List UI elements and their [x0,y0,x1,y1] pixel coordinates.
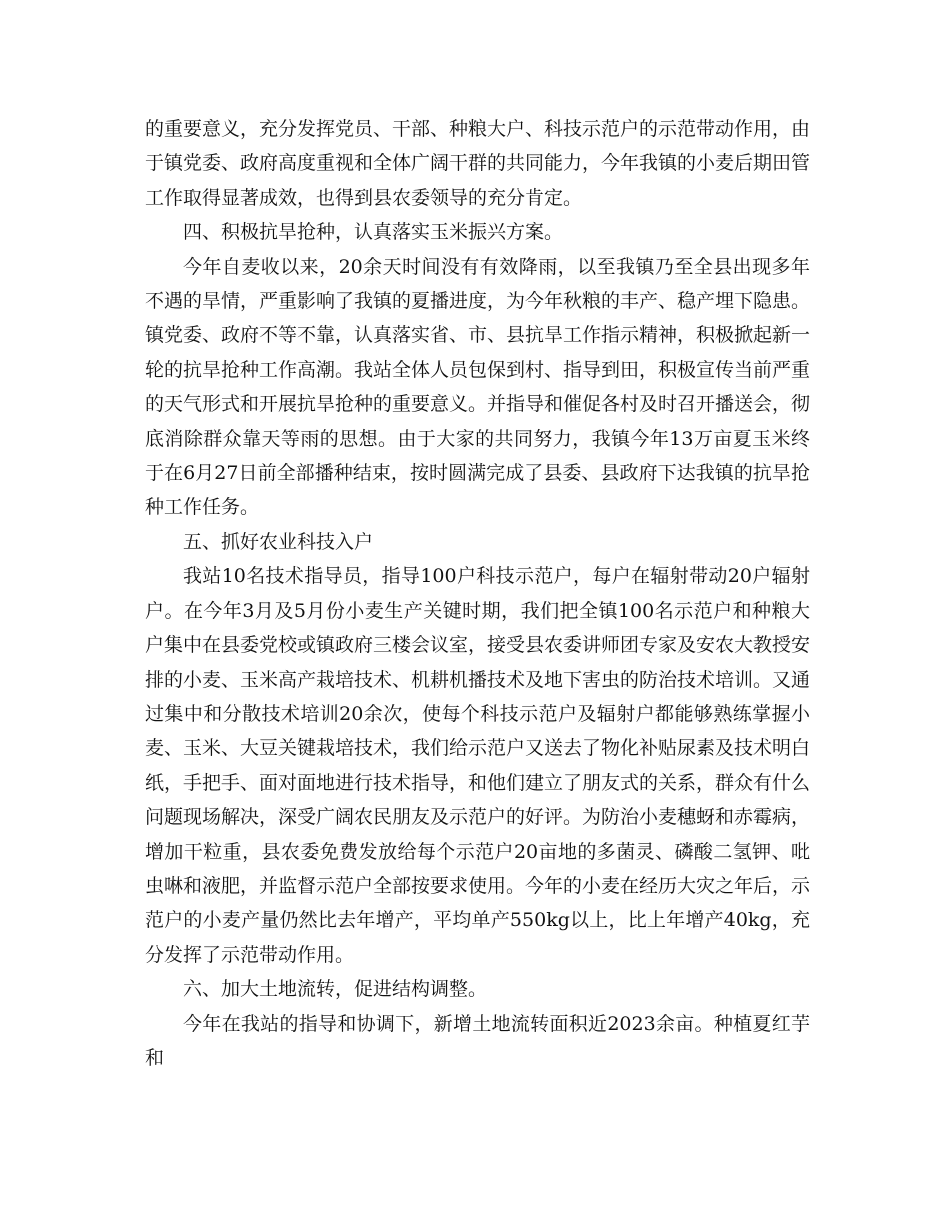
paragraph-drought: 今年自麦收以来，20余天时间没有有效降雨，以至我镇乃至全县出现多年不遇的旱情，严重影响了我镇的夏播进度，为今年秋粮的丰产、稳产埋下隐患。镇党委、政府不等不靠，认真落实省、市、县抗旱工作指示精神，积极掀起新一轮的抗旱抢种工作高潮。我站全体人员包保到村、指导到田，积极宣传当前严重的天气形式和开展抗旱抢种的重要意义。并指导和催促各村及时召开播送会，彻底消除群众靠天等雨的思想。由于大家的共同努力，我镇今年13万亩夏玉米终于在6月27日前全部播种结束，按时圆满完成了县委、县政府下达我镇的抗旱抢种工作任务。 [145,255,811,519]
paragraph-tech-extension: 我站10名技术指导员，指导100户科技示范户，每户在辐射带动20户辐射户。在今年3月及5月份小麦生产关键时期，我们把全镇100名示范户和种粮大户集中在县委党校或镇政府三楼会议室，接受县农委讲师团专家及安农大教授安排的小麦、玉米高产栽培技术、机耕机播技术及地下害虫的防治技术培训。又通过集中和分散技术培训20余次，使每个科技示范户及辐射户都能够熟练掌握小麦、玉米、大豆关键栽培技术，我们给示范户又送去了物化补贴尿素及技术明白纸，手把手、面对面地进行技术指导，和他们建立了朋友式的关系，群众有什么问题现场解决，深受广阔农民朋友及示范户的好评。为防治小麦穗蚜和赤霉病，增加干粒重，县农委免费发放给每个示范户20亩地的多菌灵、磷酸二氢钾、吡虫啉和液肥，并监督示范户全部按要求使用。今年的小麦在经历大灾之年后，示范户的小麦产量仍然比去年增产，平均单产550kg以上，比上年增产40kg，充分发挥了示范带动作用。 [145,565,811,966]
section-heading-five: 五、抓好农业科技入户 [183,530,374,553]
document-body [145,112,810,1075]
paragraph-continuation: 的重要意义，充分发挥党员、干部、种粮大户、科技示范户的示范带动作用，由于镇党委、政府高度重视和全体广阔干群的共同能力，今年我镇的小麦后期田管工作取得显著成效，也得到县农委领导的充分肯定。 [145,118,811,209]
section-heading-six: 六、加大土地流转，促进结构调整。 [183,978,488,1001]
paragraph-land-transfer: 今年在我站的指导和协调下，新增土地流转面积近2023余亩。种植夏红芋和 [145,1012,810,1069]
section-heading-four: 四、积极抗旱抢种，认真落实玉米振兴方案。 [183,221,564,244]
